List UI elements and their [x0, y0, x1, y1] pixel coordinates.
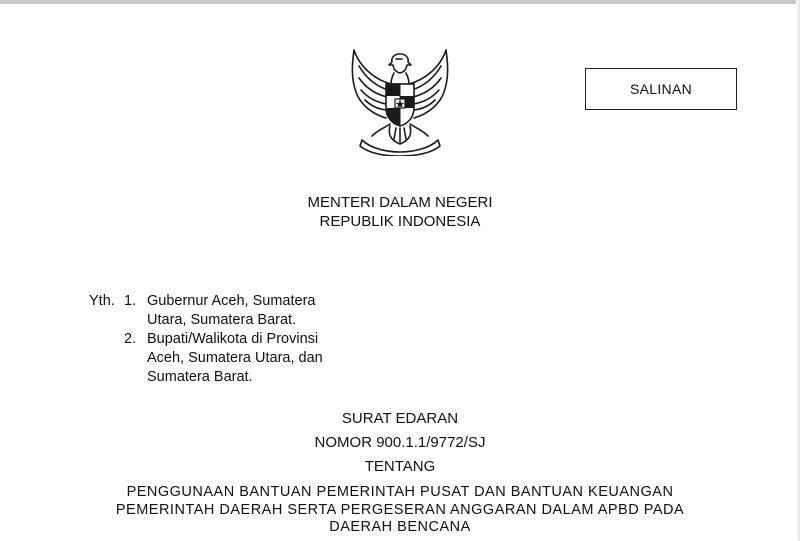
letter-number: NOMOR 900.1.1/9772/SJ — [314, 434, 486, 451]
issuer-block — [0, 193, 800, 231]
addressee-item — [124, 292, 323, 330]
subject-line: PEMERINTAH DAERAH SERTA PERGESERAN ANGGARAN DALAM APBD PADA — [115, 501, 685, 518]
page-top-edge — [0, 0, 800, 4]
addressee-line: Utara, Sumatera Barat. — [147, 312, 297, 328]
stamp-label: SALINAN — [629, 81, 692, 97]
addressee-item — [124, 330, 323, 387]
addressee-line: Sumatera Barat. — [147, 369, 253, 385]
addressee-number: 1. — [124, 293, 137, 309]
addressee-line: Gubernur Aceh, Sumatera — [147, 293, 316, 309]
letter-type: SURAT EDARAN — [341, 410, 459, 427]
salinan-stamp — [585, 68, 737, 110]
issuer-country: REPUBLIK INDONESIA — [319, 213, 481, 230]
subject-line: PENGGUNAAN BANTUAN PEMERINTAH PUSAT DAN BANTUAN KEUANGAN — [126, 484, 674, 500]
addressee-number: 2. — [124, 331, 137, 347]
letter-about: TENTANG — [364, 458, 436, 475]
garuda-emblem-icon — [346, 44, 454, 156]
addressee-label: Yth. — [89, 293, 115, 309]
addressee-line: Aceh, Sumatera Utara, dan — [147, 350, 323, 366]
subject-line: DAERAH BENCANA — [329, 519, 471, 535]
addressee-line: Bupati/Walikota di Provinsi — [147, 331, 319, 347]
issuer-title: MENTERI DALAM NEGERI — [307, 194, 493, 211]
letter-subject — [0, 484, 800, 537]
addressee-list — [124, 292, 323, 387]
